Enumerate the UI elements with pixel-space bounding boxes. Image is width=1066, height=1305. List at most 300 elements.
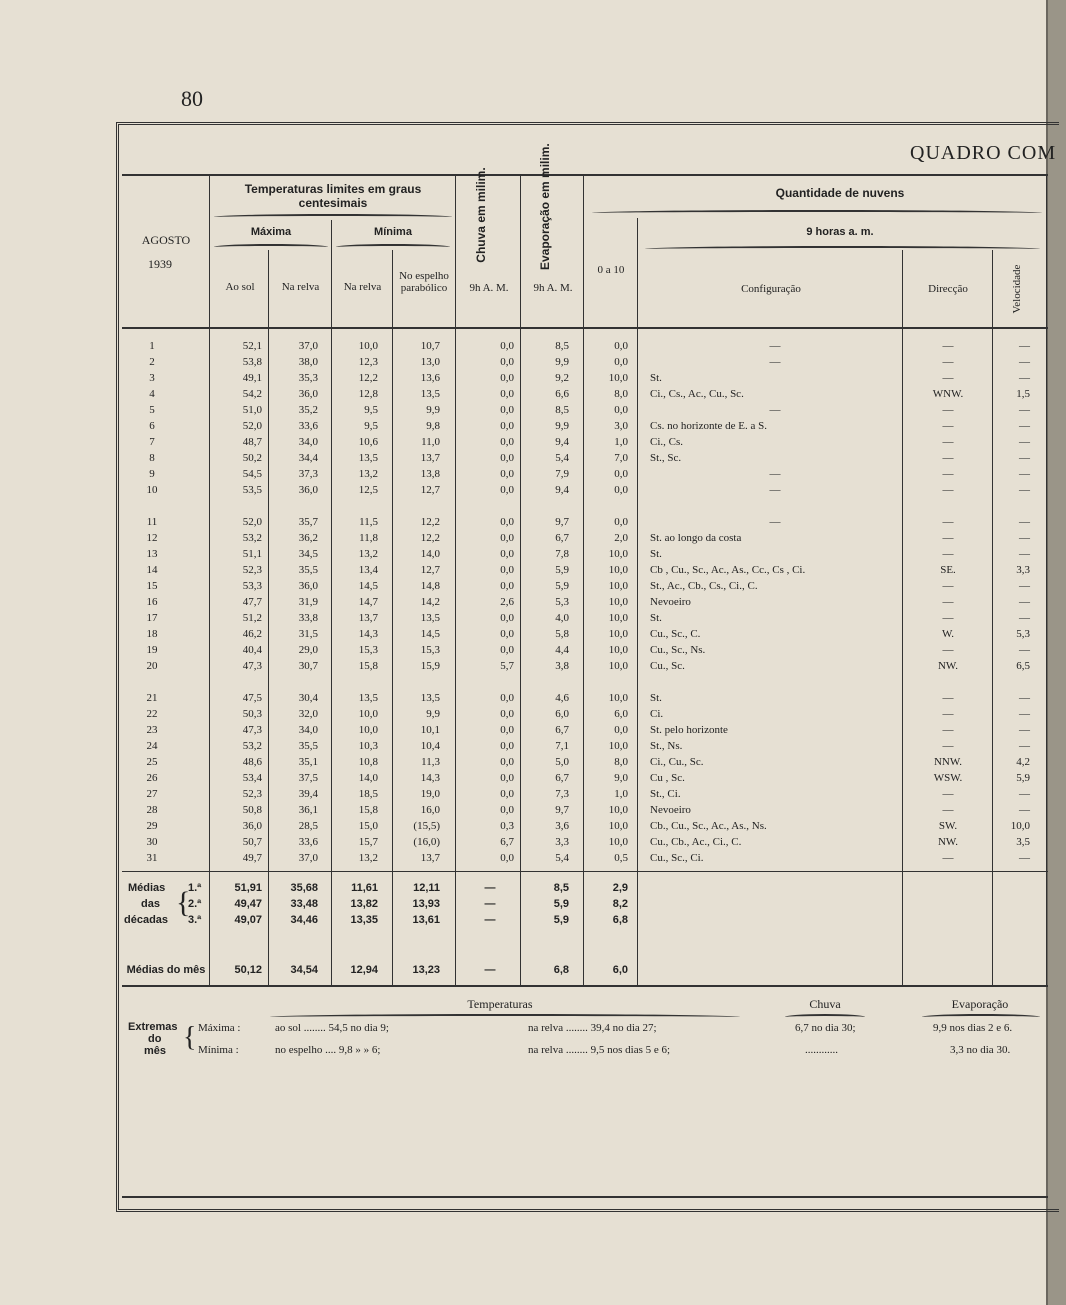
cell-nuvens: 10,0 xyxy=(608,372,628,384)
cell-relva-min: 10,0 xyxy=(358,340,378,352)
cell-configuracao: St. xyxy=(650,548,662,560)
cell-chuva: 0,0 xyxy=(500,692,514,704)
cell-chuva: 0,3 xyxy=(500,820,514,832)
cell-velocidade: — xyxy=(1019,372,1030,384)
extremas-label-1: Extremas xyxy=(128,1021,178,1033)
cell-direccao: — xyxy=(942,356,954,368)
cell-velocidade: 1,5 xyxy=(1016,388,1030,400)
cell-nuvens: 10,0 xyxy=(608,548,628,560)
cell-evaporacao: 4,4 xyxy=(555,644,569,656)
cell-chuva: 0,0 xyxy=(500,580,514,592)
cell-relva-min: 10,0 xyxy=(358,724,378,736)
cell-velocidade: — xyxy=(1019,644,1030,656)
cell-espelho: 9,9 xyxy=(426,708,440,720)
cell-espelho: 9,9 xyxy=(426,404,440,416)
cell-ao-sol: 52,3 xyxy=(242,788,262,800)
cell-ao-sol: 50,8 xyxy=(242,804,262,816)
cell-nuvens: 10,0 xyxy=(608,564,628,576)
cell-relva-max: 37,5 xyxy=(298,772,318,784)
cell-configuracao: — xyxy=(769,404,781,416)
cell-ao-sol: 54,2 xyxy=(242,388,262,400)
cell-day: 6 xyxy=(149,420,155,432)
cell-relva-max: 35,5 xyxy=(298,564,318,576)
rule-summary-top xyxy=(122,871,1048,872)
medias-mes-cell: Médias do mês xyxy=(126,964,206,976)
cell-configuracao: St. pelo horizonte xyxy=(650,724,728,736)
decada-cell: 51,91 xyxy=(234,882,262,894)
max-evaporacao: 9,9 nos dias 2 e 6. xyxy=(933,1022,1013,1034)
cell-day: 20 xyxy=(146,660,158,672)
medias-label-3: décadas xyxy=(124,914,169,926)
cell-configuracao: — xyxy=(769,468,781,480)
cell-nuvens: 0,0 xyxy=(614,516,628,528)
col-rule xyxy=(455,174,456,986)
cell-evaporacao: 5,4 xyxy=(555,852,569,864)
cell-nuvens: 10,0 xyxy=(608,692,628,704)
cell-nuvens: 10,0 xyxy=(608,628,628,640)
cell-relva-min: 15,3 xyxy=(358,644,378,656)
cell-relva-max: 28,5 xyxy=(298,820,318,832)
cell-velocidade: 5,9 xyxy=(1016,772,1030,784)
decada-cell: 8,2 xyxy=(612,898,628,910)
cell-nuvens: 1,0 xyxy=(614,436,628,448)
decada-cell: — xyxy=(484,898,496,910)
cell-day: 12 xyxy=(146,532,158,544)
cell-day: 28 xyxy=(146,804,158,816)
cell-velocidade: — xyxy=(1019,788,1030,800)
cell-relva-max: 37,3 xyxy=(298,468,318,480)
col-velocidade: Velocidade xyxy=(1011,264,1023,314)
decada-cell: 5,9 xyxy=(553,898,569,910)
cell-direccao: — xyxy=(942,612,954,624)
cell-espelho: 15,3 xyxy=(420,644,440,656)
cell-direccao: SE. xyxy=(940,564,956,576)
cell-configuracao: Ci. xyxy=(650,708,664,720)
cell-nuvens: 10,0 xyxy=(608,740,628,752)
col-espelho: No espelho parabólico xyxy=(399,270,449,294)
cell-relva-min: 14,7 xyxy=(358,596,378,608)
cell-espelho: 15,9 xyxy=(420,660,440,672)
cell-direccao: NW. xyxy=(937,660,959,672)
cell-configuracao: Ci., Cs. xyxy=(650,436,684,448)
col-rule xyxy=(902,250,903,986)
cell-velocidade: 4,2 xyxy=(1016,756,1030,768)
cell-nuvens: 10,0 xyxy=(608,644,628,656)
cell-evaporacao: 5,9 xyxy=(555,580,569,592)
cell-day: 1 xyxy=(149,340,155,352)
cell-nuvens: 10,0 xyxy=(608,804,628,816)
cell-relva-max: 33,6 xyxy=(298,836,318,848)
cell-relva-min: 12,8 xyxy=(358,388,378,400)
cell-direccao: — xyxy=(942,452,954,464)
decada-cell: 6,8 xyxy=(612,914,628,926)
cell-ao-sol: 48,6 xyxy=(242,756,262,768)
cell-nuvens: 8,0 xyxy=(614,756,628,768)
cell-ao-sol: 51,1 xyxy=(242,548,262,560)
cell-espelho: 19,0 xyxy=(420,788,440,800)
cell-configuracao: St. ao longo da costa xyxy=(650,532,742,544)
cell-day: 13 xyxy=(146,548,158,560)
cell-chuva: 0,0 xyxy=(500,708,514,720)
cell-relva-min: 15,8 xyxy=(358,660,378,672)
cell-relva-max: 35,7 xyxy=(298,516,318,528)
cell-evaporacao: 9,7 xyxy=(555,804,569,816)
month-label: AGOSTO xyxy=(141,233,191,247)
cell-ao-sol: 40,4 xyxy=(242,644,262,656)
cell-relva-min: 12,5 xyxy=(358,484,378,496)
cell-ao-sol: 47,3 xyxy=(242,660,262,672)
cell-chuva: 5,7 xyxy=(500,660,514,672)
rule-summary-bottom xyxy=(122,985,1048,987)
year-label: 1939 xyxy=(148,257,172,271)
decada-cell: 2.ª xyxy=(188,898,202,910)
col-rule xyxy=(392,250,393,986)
cell-evaporacao: 6,7 xyxy=(555,532,569,544)
cell-day: 10 xyxy=(146,484,158,496)
cell-evaporacao: 5,4 xyxy=(555,452,569,464)
cell-direccao: SW. xyxy=(938,820,958,832)
cell-day: 21 xyxy=(146,692,158,704)
cell-relva-min: 13,2 xyxy=(358,468,378,480)
rule-page-bottom xyxy=(122,1196,1048,1198)
cell-day: 8 xyxy=(149,452,155,464)
cell-espelho: 13,0 xyxy=(420,356,440,368)
cell-nuvens: 0,0 xyxy=(614,468,628,480)
cell-direccao: NW. xyxy=(937,836,959,848)
cell-espelho: 13,7 xyxy=(420,852,440,864)
cell-nuvens: 2,0 xyxy=(614,532,628,544)
cell-day: 18 xyxy=(146,628,158,640)
col-escala: 0 a 10 xyxy=(597,264,625,276)
cell-relva-min: 14,5 xyxy=(358,580,378,592)
cell-velocidade: 3,3 xyxy=(1016,564,1030,576)
cell-day: 26 xyxy=(146,772,158,784)
cell-direccao: — xyxy=(942,740,954,752)
cell-configuracao: Cu., Sc., Ns. xyxy=(650,644,706,656)
cell-evaporacao: 7,1 xyxy=(555,740,569,752)
cell-ao-sol: 53,2 xyxy=(242,740,262,752)
cell-espelho: 10,7 xyxy=(420,340,440,352)
cell-espelho: 14,8 xyxy=(420,580,440,592)
cell-relva-min: 13,5 xyxy=(358,692,378,704)
cell-direccao: — xyxy=(942,788,954,800)
cell-evaporacao: 9,9 xyxy=(555,356,569,368)
cell-direccao: — xyxy=(942,644,954,656)
cell-nuvens: 9,0 xyxy=(614,772,628,784)
cell-espelho: 12,7 xyxy=(420,564,440,576)
extremas-label-2: do xyxy=(148,1033,162,1045)
col-na-relva-min: Na relva xyxy=(343,281,382,293)
cell-day: 22 xyxy=(146,708,158,720)
cell-configuracao: St. xyxy=(650,692,662,704)
cell-direccao: — xyxy=(942,468,954,480)
cell-espelho: 12,2 xyxy=(420,532,440,544)
cell-espelho: 10,1 xyxy=(420,724,440,736)
nuvens-header: Quantidade de nuvens xyxy=(775,186,905,200)
col-rule xyxy=(637,218,638,986)
cell-relva-min: 9,5 xyxy=(364,404,378,416)
cell-espelho: (15,5) xyxy=(413,820,440,832)
cell-configuracao: — xyxy=(769,356,781,368)
cell-evaporacao: 3,8 xyxy=(555,660,569,672)
cell-relva-min: 11,8 xyxy=(359,532,378,544)
decada-cell: 35,68 xyxy=(290,882,318,894)
decada-cell: 13,82 xyxy=(350,898,378,910)
cell-evaporacao: 5,8 xyxy=(555,628,569,640)
cell-ao-sol: 52,0 xyxy=(242,516,262,528)
rule-header-bottom xyxy=(122,327,1048,329)
medias-mes-cell: — xyxy=(484,964,496,976)
cell-day: 3 xyxy=(149,372,155,384)
cell-relva-min: 13,2 xyxy=(358,548,378,560)
cell-espelho: 14,3 xyxy=(420,772,440,784)
cell-espelho: 11,3 xyxy=(421,756,440,768)
cell-configuracao: — xyxy=(769,516,781,528)
cell-configuracao: Cb., Cu., Sc., Ac., As., Ns. xyxy=(650,820,767,832)
medias-mes-cell: 12,94 xyxy=(350,964,378,976)
cell-chuva: 0,0 xyxy=(500,724,514,736)
cell-ao-sol: 50,3 xyxy=(242,708,262,720)
cell-ao-sol: 53,5 xyxy=(242,484,262,496)
cell-espelho: 13,5 xyxy=(420,388,440,400)
cell-velocidade: — xyxy=(1019,708,1030,720)
cell-nuvens: 0,0 xyxy=(614,340,628,352)
cell-direccao: — xyxy=(942,692,954,704)
cell-nuvens: 10,0 xyxy=(608,596,628,608)
cell-chuva: 2,6 xyxy=(500,596,514,608)
col-rule xyxy=(331,220,332,986)
decada-cell: 3.ª xyxy=(188,914,202,926)
cell-relva-min: 12,3 xyxy=(358,356,378,368)
cell-espelho: 10,4 xyxy=(420,740,440,752)
col-rule xyxy=(992,250,993,986)
min-chuva: ............ xyxy=(805,1044,838,1056)
brace-extremas: { xyxy=(183,1022,197,1053)
cell-relva-max: 33,6 xyxy=(298,420,318,432)
cell-configuracao: Cu., Sc. xyxy=(650,660,685,672)
cell-chuva: 0,0 xyxy=(500,564,514,576)
cell-chuva: 0,0 xyxy=(500,628,514,640)
cell-direccao: — xyxy=(942,484,954,496)
cell-espelho: 13,8 xyxy=(420,468,440,480)
cell-espelho: 13,5 xyxy=(420,692,440,704)
cell-evaporacao: 6,7 xyxy=(555,772,569,784)
max-relva: na relva ........ 39,4 no dia 27; xyxy=(528,1022,657,1034)
cell-relva-max: 39,4 xyxy=(298,788,318,800)
col-direccao: Direcção xyxy=(928,283,968,295)
cell-velocidade: — xyxy=(1019,452,1030,464)
cell-velocidade: — xyxy=(1019,724,1030,736)
cell-velocidade: — xyxy=(1019,612,1030,624)
cell-evaporacao: 9,9 xyxy=(555,420,569,432)
cell-relva-min: 14,3 xyxy=(358,628,378,640)
cell-chuva: 0,0 xyxy=(500,356,514,368)
cell-day: 17 xyxy=(146,612,158,624)
cell-relva-min: 15,0 xyxy=(358,820,378,832)
cell-day: 29 xyxy=(146,820,158,832)
cell-nuvens: 10,0 xyxy=(608,580,628,592)
cell-configuracao: Cs. no horizonte de E. a S. xyxy=(650,420,768,432)
cell-espelho: 14,5 xyxy=(420,628,440,640)
cell-velocidade: 3,5 xyxy=(1016,836,1030,848)
cell-relva-min: 14,0 xyxy=(358,772,378,784)
cell-ao-sol: 47,7 xyxy=(242,596,262,608)
cell-nuvens: 1,0 xyxy=(614,788,628,800)
cell-chuva: 0,0 xyxy=(500,404,514,416)
cell-evaporacao: 6,0 xyxy=(555,708,569,720)
cell-relva-max: 36,0 xyxy=(298,484,318,496)
cell-day: 11 xyxy=(146,516,158,528)
cell-chuva: 0,0 xyxy=(500,548,514,560)
cell-evaporacao: 9,7 xyxy=(555,516,569,528)
cell-velocidade: — xyxy=(1019,596,1030,608)
cell-day: 23 xyxy=(146,724,158,736)
cell-nuvens: 3,0 xyxy=(614,420,628,432)
brace xyxy=(592,210,1042,216)
decada-cell: 12,11 xyxy=(413,882,440,894)
cell-configuracao: Ci., Cs., Ac., Cu., Sc. xyxy=(650,388,744,400)
cell-day: 4 xyxy=(149,388,155,400)
decada-cell: 33,48 xyxy=(290,898,318,910)
cell-relva-max: 37,0 xyxy=(298,852,318,864)
cell-ao-sol: 53,2 xyxy=(242,532,262,544)
decada-cell: 5,9 xyxy=(553,914,569,926)
cell-velocidade: — xyxy=(1019,468,1030,480)
cell-chuva: 0,0 xyxy=(500,772,514,784)
cell-evaporacao: 3,6 xyxy=(555,820,569,832)
cell-relva-max: 35,5 xyxy=(298,740,318,752)
page-number: 80 xyxy=(181,86,203,111)
cell-direccao: — xyxy=(942,596,954,608)
cell-configuracao: St., Sc. xyxy=(650,452,682,464)
cell-espelho: 12,7 xyxy=(420,484,440,496)
decada-cell: 13,35 xyxy=(350,914,378,926)
cell-direccao: NNW. xyxy=(933,756,962,768)
cell-velocidade: — xyxy=(1019,692,1030,704)
cell-evaporacao: 7,3 xyxy=(555,788,569,800)
cell-evaporacao: 9,4 xyxy=(555,484,569,496)
cell-relva-max: 33,8 xyxy=(298,612,318,624)
cell-velocidade: — xyxy=(1019,740,1030,752)
cell-configuracao: Nevoeiro xyxy=(650,596,691,608)
cell-configuracao: St. xyxy=(650,372,662,384)
cell-velocidade: — xyxy=(1019,516,1030,528)
cell-chuva: 0,0 xyxy=(500,452,514,464)
cell-relva-max: 34,5 xyxy=(298,548,318,560)
cell-relva-max: 34,0 xyxy=(298,436,318,448)
cell-day: 19 xyxy=(146,644,158,656)
col-na-relva-max: Na relva xyxy=(281,281,320,293)
cell-espelho: 12,2 xyxy=(420,516,440,528)
extremas-evaporacao: Evaporação xyxy=(951,997,1009,1011)
cell-nuvens: 6,0 xyxy=(614,708,628,720)
cell-chuva: 0,0 xyxy=(500,852,514,864)
cell-ao-sol: 50,2 xyxy=(242,452,262,464)
cell-chuva: 6,7 xyxy=(500,836,514,848)
cell-direccao: — xyxy=(942,436,954,448)
medias-mes-cell: 6,8 xyxy=(553,964,569,976)
col-rule xyxy=(583,174,584,986)
cell-chuva: 0,0 xyxy=(500,436,514,448)
cell-direccao: WNW. xyxy=(932,388,964,400)
extremas-label-3: mês xyxy=(144,1045,167,1057)
cell-evaporacao: 9,2 xyxy=(555,372,569,384)
cell-direccao: — xyxy=(942,340,954,352)
cell-evaporacao: 8,5 xyxy=(555,340,569,352)
medias-mes-cell: 13,23 xyxy=(412,964,440,976)
cell-velocidade: 5,3 xyxy=(1016,628,1030,640)
decada-cell: 11,61 xyxy=(351,882,378,894)
cell-nuvens: 10,0 xyxy=(608,612,628,624)
cell-relva-min: 10,8 xyxy=(358,756,378,768)
cell-evaporacao: 4,6 xyxy=(555,692,569,704)
cell-ao-sol: 53,3 xyxy=(242,580,262,592)
cell-evaporacao: 7,9 xyxy=(555,468,569,480)
cell-direccao: — xyxy=(942,804,954,816)
cell-chuva: 0,0 xyxy=(500,532,514,544)
cell-relva-max: 36,0 xyxy=(298,388,318,400)
cell-velocidade: — xyxy=(1019,436,1030,448)
cell-direccao: — xyxy=(942,532,954,544)
col-ao-sol: Ao sol xyxy=(225,281,255,293)
decada-cell: 49,47 xyxy=(234,898,262,910)
cell-relva-min: 11,5 xyxy=(359,516,378,528)
cell-relva-min: 9,5 xyxy=(364,420,378,432)
col-rule xyxy=(520,174,521,986)
cell-velocidade: — xyxy=(1019,580,1030,592)
extremas-chuva: Chuva xyxy=(809,997,841,1011)
cell-velocidade: — xyxy=(1019,484,1030,496)
cell-ao-sol: 47,5 xyxy=(242,692,262,704)
cell-direccao: — xyxy=(942,404,954,416)
max-chuva: 6,7 no dia 30; xyxy=(795,1022,856,1034)
cell-relva-max: 35,3 xyxy=(298,372,318,384)
cell-day: 30 xyxy=(146,836,158,848)
cell-evaporacao: 8,5 xyxy=(555,404,569,416)
decada-cell: 13,61 xyxy=(412,914,440,926)
cell-relva-max: 32,0 xyxy=(298,708,318,720)
cell-ao-sol: 54,5 xyxy=(242,468,262,480)
cell-relva-min: 10,3 xyxy=(358,740,378,752)
cell-day: 25 xyxy=(146,756,158,768)
cell-chuva: 0,0 xyxy=(500,612,514,624)
cell-chuva: 0,0 xyxy=(500,420,514,432)
cell-configuracao: St., Ac., Cb., Cs., Ci., C. xyxy=(650,580,758,592)
cell-velocidade: — xyxy=(1019,404,1030,416)
cell-relva-min: 12,2 xyxy=(358,372,378,384)
cell-relva-max: 34,0 xyxy=(298,724,318,736)
maxima-header: Máxima xyxy=(250,226,292,238)
cell-evaporacao: 3,3 xyxy=(555,836,569,848)
brace xyxy=(336,244,450,250)
brace xyxy=(645,246,1040,252)
cell-espelho: 11,0 xyxy=(421,436,440,448)
medias-label-1: Médias xyxy=(128,882,166,894)
decada-cell: 8,5 xyxy=(553,882,569,894)
cell-direccao: — xyxy=(942,548,954,560)
cell-relva-max: 31,9 xyxy=(298,596,318,608)
cell-configuracao: St. xyxy=(650,612,662,624)
nove-horas-header: 9 horas a. m. xyxy=(806,226,874,238)
cell-day: 27 xyxy=(146,788,158,800)
cell-configuracao: Cb , Cu., Sc., Ac., As., Cc., Cs , Ci. xyxy=(650,564,806,576)
cell-configuracao: Cu., Cb., Ac., Ci., C. xyxy=(650,836,742,848)
cell-chuva: 0,0 xyxy=(500,756,514,768)
cell-chuva: 0,0 xyxy=(500,372,514,384)
cell-direccao: — xyxy=(942,724,954,736)
cell-relva-max: 30,7 xyxy=(298,660,318,672)
decada-cell: 49,07 xyxy=(234,914,262,926)
